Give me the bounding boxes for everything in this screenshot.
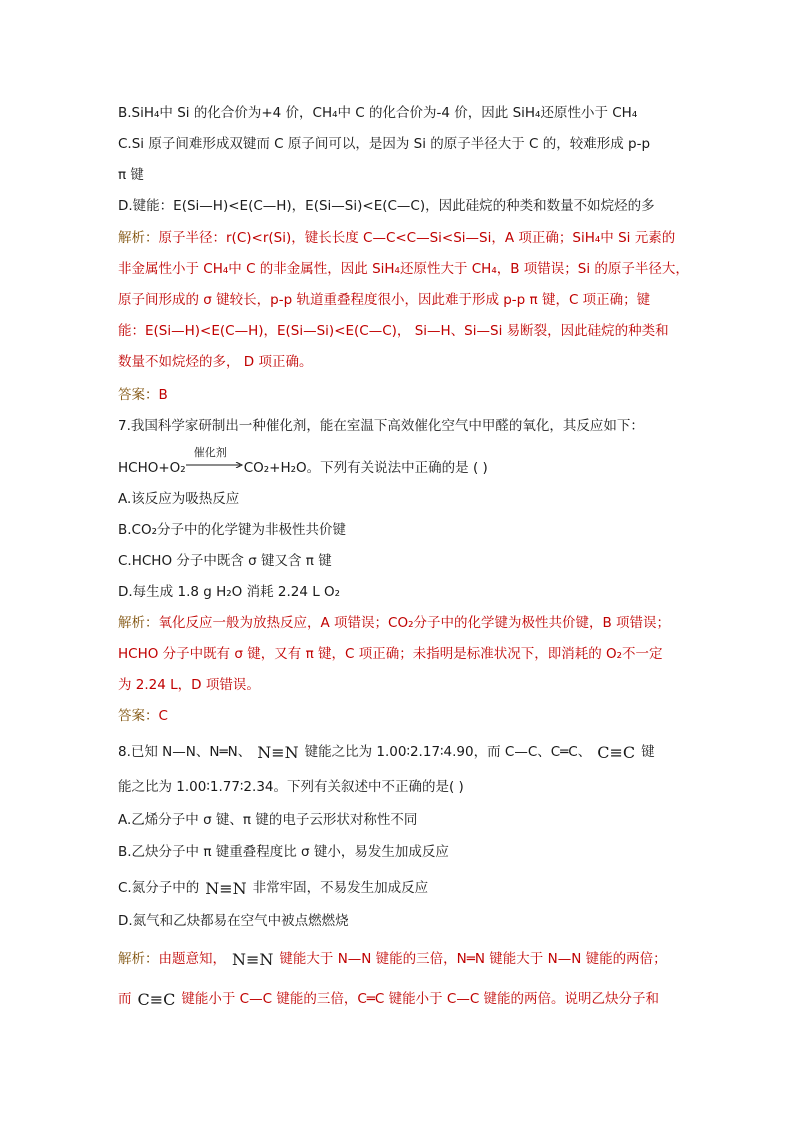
q6-option-b: B.SiH₄中 Si 的化合价为+4 价，CH₄中 C 的化合价为-4 价，因此 SiH₄还原性小于 CH₄ <box>118 105 638 121</box>
answer-label: 答案： <box>118 708 159 724</box>
q8-stem-part: 键 <box>641 744 655 760</box>
q6-option-d: D.键能：E(Si—H)<E(C—H)，E(Si—Si)<E(C—C)，因此硅烷的种类和数量不如烷烃的多 <box>118 198 655 214</box>
analysis-label: 解析： <box>118 230 159 246</box>
q6-option-c-line1: C.Si 原子间难形成双键而 C 原子间可以，是因为 Si 的原子半径大于 C 的，较难形成 p-p <box>118 136 651 152</box>
triple-bond-nn: N≡N <box>257 743 299 762</box>
triple-bond-nn: N≡N <box>232 950 274 969</box>
q6-answer <box>118 386 678 404</box>
q7-option-b: B.CO₂分子中的化学键为非极性共价键 <box>118 522 347 538</box>
q6-analysis-line1 <box>118 229 678 247</box>
q8-option-a: A.乙烯分子中 σ 键、π 键的电子云形状对称性不同 <box>118 812 418 828</box>
q6-analysis-text: 原子半径：r(C)<r(Si)，键长长度 C—C<C—Si<Si—Si，A 项正确；SiH₄中 Si 元素的 <box>158 230 676 246</box>
q7-analysis-line3: 为 2.24 L，D 项错误。 <box>118 677 260 693</box>
answer-value: B <box>158 387 168 403</box>
triple-bond-cc: C≡C <box>137 990 176 1009</box>
q8-analysis-line2 <box>118 990 678 1009</box>
answer-value: C <box>158 708 168 724</box>
q6-analysis-line4: 能：E(Si—H)<E(C—H)，E(Si—Si)<E(C—C)， Si—H、Si—Si 易断裂，因此硅烷的种类和 <box>118 323 669 339</box>
q6-analysis-line3: 原子间形成的 σ 键较长，p-p 轨道重叠程度很小，因此难于形成 p-p π 键，C 项正确；键 <box>118 292 651 308</box>
q8-stem-line2: 能之比为 1.00∶1.77∶2.34。下列有关叙述中不正确的是( ) <box>118 779 464 795</box>
q8-option-c-part: 非常牢固，不易发生加成反应 <box>252 880 429 896</box>
answer-label: 答案： <box>118 387 159 403</box>
q8-option-c <box>118 879 678 898</box>
q8-stem-part: 8.已知 N—N、N═N、 <box>118 744 252 760</box>
q8-option-d: D.氮气和乙炔都易在空气中被点燃燃烧 <box>118 913 349 929</box>
q7-analysis-text: 氧化反应一般为放热反应，A 项错误；CO₂分子中的化学键为极性共价键，B 项错误； <box>158 615 671 631</box>
q7-answer <box>118 707 678 725</box>
q7-analysis-line2: HCHO 分子中既有 σ 键，又有 π 键，C 项正确；未指明是标准状况下，即消耗的 O₂不一定 <box>118 646 663 662</box>
q8-analysis-line1 <box>118 950 678 969</box>
triple-bond-cc: C≡C <box>597 743 636 762</box>
triple-bond-nn: N≡N <box>205 879 247 898</box>
q6-option-c-line2: π 键 <box>118 167 144 183</box>
q8-analysis-text: 而 <box>118 991 132 1007</box>
catalyst-arrow <box>186 446 244 474</box>
q6-analysis-line5: 数量不如烷烃的多， D 项正确。 <box>118 354 313 370</box>
arrow-icon <box>186 462 244 468</box>
catalyst-label: 催化剂 <box>193 446 227 459</box>
q8-stem-line1 <box>118 743 678 762</box>
q7-stem: 7.我国科学家研制出一种催化剂，能在室温下高效催化空气中甲醛的氧化，其反应如下： <box>118 418 644 434</box>
q8-analysis-text: 键能小于 C—C 键能的三倍，C═C 键能小于 C—C 键能的两倍。说明乙炔分子和 <box>181 991 660 1007</box>
q7-option-a: A.该反应为吸热反应 <box>118 491 240 507</box>
q8-analysis-text: 由题意知， <box>158 951 226 967</box>
analysis-label: 解析： <box>118 951 159 967</box>
q7-equation <box>118 446 678 477</box>
q8-stem-part: 键能之比为 1.00∶2.17∶4.90，而 C—C、C═C、 <box>304 744 592 760</box>
equation-reactants: HCHO+O₂ <box>118 460 186 476</box>
q6-analysis-line2: 非金属性小于 CH₄中 C 的非金属性，因此 SiH₄还原性大于 CH₄，B 项错误；Si 的原子半径大， <box>118 261 689 277</box>
q7-analysis-line1 <box>118 614 678 632</box>
q8-option-b: B.乙炔分子中 π 键重叠程度比 σ 键小，易发生加成反应 <box>118 844 449 860</box>
q7-option-d: D.每生成 1.8 g H₂O 消耗 2.24 L O₂ <box>118 584 341 600</box>
q8-analysis-text: 键能大于 N—N 键能的三倍，N═N 键能大于 N—N 键能的两倍； <box>279 951 667 967</box>
equation-products: CO₂+H₂O。下列有关说法中正确的是 ( ) <box>243 460 488 476</box>
q8-option-c-part: C.氮分子中的 <box>118 880 200 896</box>
q7-option-c: C.HCHO 分子中既含 σ 键又含 π 键 <box>118 553 332 569</box>
analysis-label: 解析： <box>118 615 159 631</box>
